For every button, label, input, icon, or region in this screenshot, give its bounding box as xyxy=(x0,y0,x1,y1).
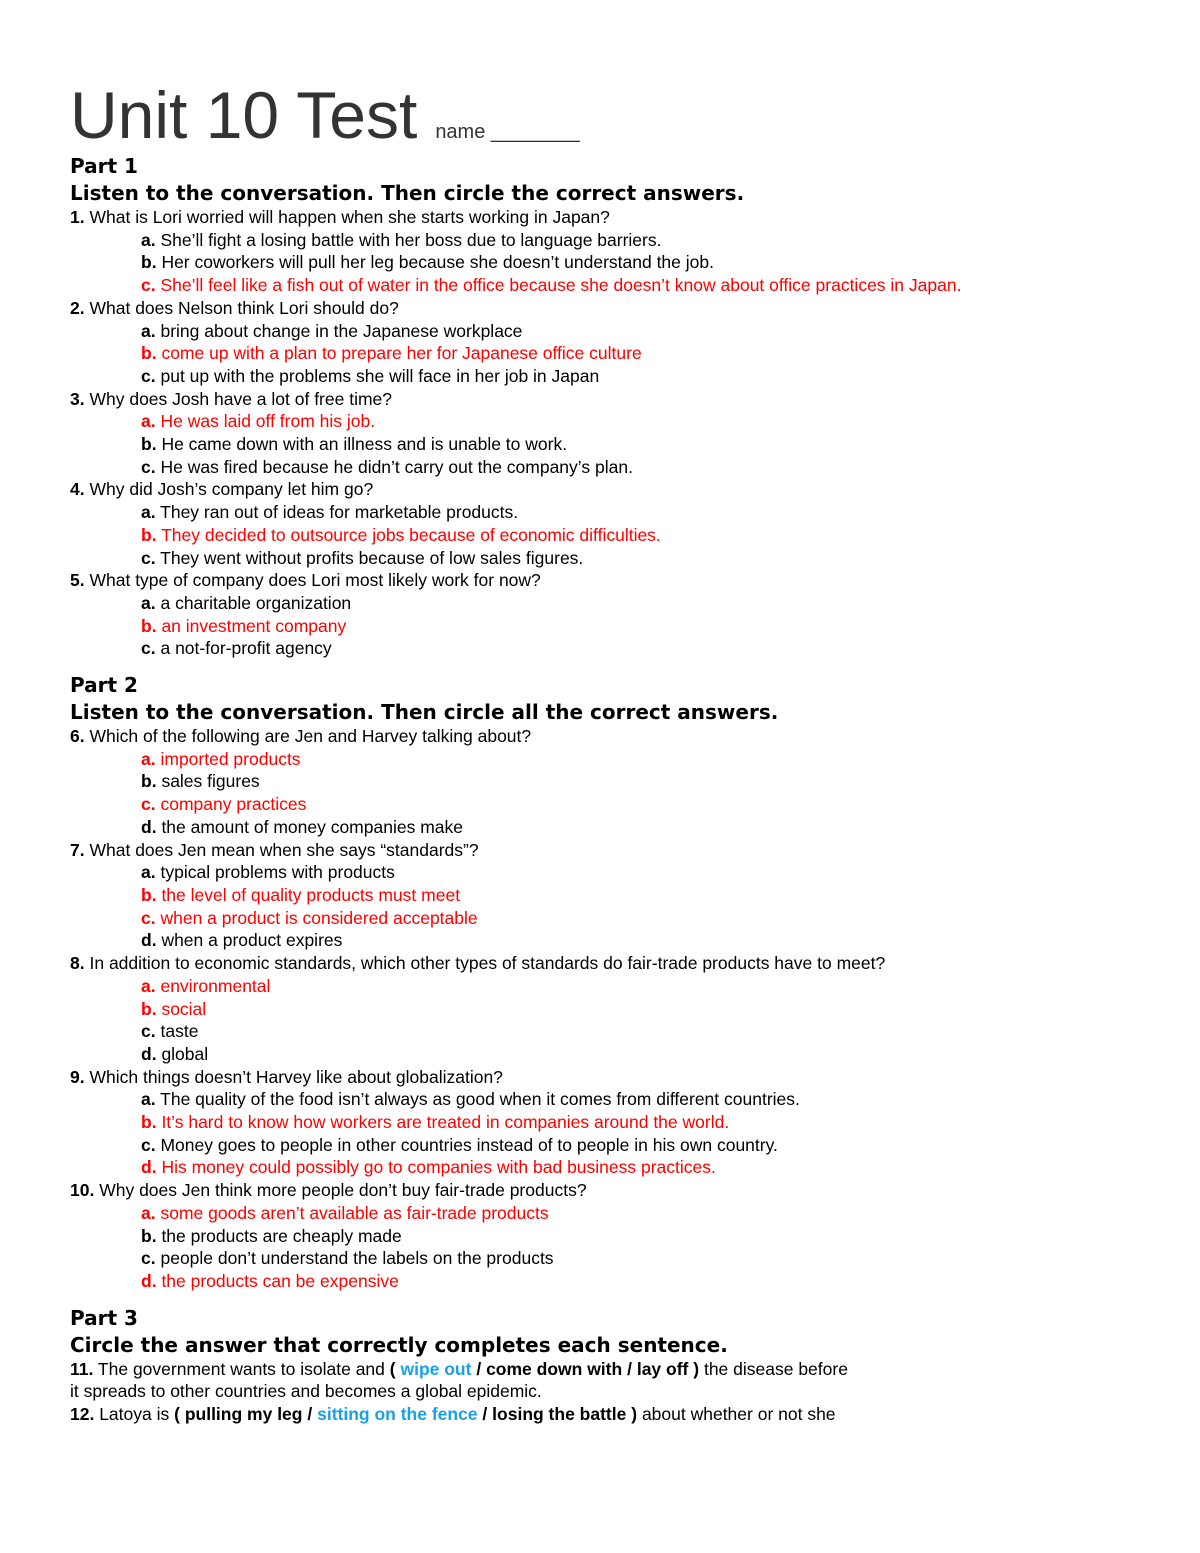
answer-option xyxy=(70,592,1140,615)
answer-option xyxy=(70,456,1140,479)
option-text: company practices xyxy=(160,794,307,815)
option-letter: c. xyxy=(141,547,156,568)
answer-option xyxy=(70,929,1140,952)
answer-option xyxy=(70,637,1140,660)
option-text: They decided to outsource jobs because of economic difficulties. xyxy=(161,524,661,545)
sentence xyxy=(70,1358,1140,1381)
option-text: when a product is considered acceptable xyxy=(160,907,478,928)
question-number: 2. xyxy=(70,297,85,318)
option-text: an investment company xyxy=(161,615,347,636)
option-letter: a. xyxy=(141,1089,156,1110)
name-field: name ________ xyxy=(435,121,580,143)
option-text: the products are cheaply made xyxy=(161,1225,402,1246)
question-text: Which of the following are Jen and Harvey talking about? xyxy=(89,726,532,747)
choice-option: pulling my leg xyxy=(184,1404,303,1425)
question-text: Why does Jen think more people don’t buy fair-trade products? xyxy=(99,1180,587,1201)
option-text: environmental xyxy=(160,975,271,996)
part-1 xyxy=(70,152,1140,660)
option-text: global xyxy=(161,1043,209,1064)
option-letter: b. xyxy=(141,524,157,545)
answer-option xyxy=(70,861,1140,884)
option-letter: a. xyxy=(141,975,156,996)
answer-option xyxy=(70,524,1140,547)
part-1-questions xyxy=(70,206,1140,660)
question-number: 7. xyxy=(70,839,85,860)
answer-option xyxy=(70,793,1140,816)
option-letter: c. xyxy=(141,275,156,296)
option-letter: c. xyxy=(141,1248,156,1269)
answer-option xyxy=(70,1111,1140,1134)
option-text: the amount of money companies make xyxy=(161,816,463,837)
option-text: They ran out of ideas for marketable products. xyxy=(160,502,519,523)
option-text: She’ll feel like a fish out of water in the office because she doesn’t know about office practices in Japan. xyxy=(160,275,962,296)
question-text: What does Nelson think Lori should do? xyxy=(89,297,399,318)
question-number: 5. xyxy=(70,570,85,591)
option-letter: a. xyxy=(141,592,156,613)
option-letter: c. xyxy=(141,365,156,386)
option-letter: a. xyxy=(141,320,156,341)
part-3-instructions: Circle the answer that correctly completes each sentence. xyxy=(70,1332,728,1357)
question-number: 3. xyxy=(70,388,85,409)
choice-option: wipe out xyxy=(400,1358,472,1379)
page-title: Unit 10 Test xyxy=(70,78,418,152)
answer-option xyxy=(70,365,1140,388)
answer-option xyxy=(70,748,1140,771)
question xyxy=(70,1179,1140,1202)
answer-option xyxy=(70,320,1140,343)
answer-option xyxy=(70,1202,1140,1225)
option-letter: b. xyxy=(141,1225,157,1246)
answer-option xyxy=(70,342,1140,365)
option-text: social xyxy=(161,998,207,1019)
option-letter: b. xyxy=(141,252,157,273)
question xyxy=(70,569,1140,592)
question xyxy=(70,206,1140,229)
option-letter: a. xyxy=(141,748,156,769)
option-text: Money goes to people in other countries instead of to people in his own country. xyxy=(160,1134,778,1155)
part-2 xyxy=(70,671,1140,1293)
sentence-number: 11. xyxy=(70,1358,94,1379)
question xyxy=(70,297,1140,320)
option-text: She’ll fight a losing battle with her boss due to language barriers. xyxy=(160,229,662,250)
question-text: In addition to economic standards, which other types of standards do fair-trade products have to meet? xyxy=(89,953,886,974)
option-letter: b. xyxy=(141,343,157,364)
answer-option xyxy=(70,1156,1140,1179)
option-letter: b. xyxy=(141,615,157,636)
question-number: 8. xyxy=(70,953,85,974)
question xyxy=(70,478,1140,501)
option-text: The quality of the food isn’t always as good when it comes from different countries. xyxy=(160,1089,800,1110)
option-letter: a. xyxy=(141,1202,156,1223)
sentence-continuation: it spreads to other countries and becomes a global epidemic. xyxy=(70,1381,542,1402)
sentence-text-before: The government wants to isolate and xyxy=(97,1358,385,1379)
answer-option xyxy=(70,1247,1140,1270)
choice-option: losing the battle xyxy=(492,1404,627,1425)
part-1-label: Part 1 xyxy=(70,154,138,178)
option-letter: b. xyxy=(141,1112,157,1133)
answer-option xyxy=(70,1020,1140,1043)
part-3 xyxy=(70,1304,1140,1426)
answer-option xyxy=(70,229,1140,252)
option-letter: b. xyxy=(141,771,157,792)
option-letter: a. xyxy=(141,502,156,523)
option-letter: b. xyxy=(141,884,157,905)
option-text: imported products xyxy=(160,748,301,769)
question-text: What is Lori worried will happen when she starts working in Japan? xyxy=(89,207,610,227)
answer-option xyxy=(70,433,1140,456)
choice-option: come down with xyxy=(486,1358,623,1379)
option-letter: a. xyxy=(141,229,156,250)
answer-option xyxy=(70,907,1140,930)
option-text: some goods aren’t available as fair-trade products xyxy=(160,1202,549,1223)
option-text: the products can be expensive xyxy=(161,1270,399,1291)
choice-separator: / xyxy=(482,1404,488,1425)
answer-option xyxy=(70,251,1140,274)
answer-option xyxy=(70,547,1140,570)
option-text: a not-for-profit agency xyxy=(160,638,332,659)
option-text: when a product expires xyxy=(161,930,343,951)
part-2-questions xyxy=(70,725,1140,1293)
answer-option xyxy=(70,1225,1140,1248)
option-letter: c. xyxy=(141,638,156,659)
choice-option: lay off xyxy=(636,1358,689,1379)
choice-separator: / xyxy=(627,1358,632,1379)
option-text: He was fired because he didn’t carry out the company’s plan. xyxy=(160,456,633,477)
option-letter: b. xyxy=(141,434,157,455)
option-text: the level of quality products must meet xyxy=(161,884,461,905)
option-text: bring about change in the Japanese workplace xyxy=(160,320,523,341)
question xyxy=(70,839,1140,862)
test-document xyxy=(70,78,1140,1426)
option-text: sales figures xyxy=(161,771,260,792)
answer-option xyxy=(70,615,1140,638)
sentence-text-after: about whether or not she xyxy=(641,1404,836,1425)
answer-option xyxy=(70,770,1140,793)
option-letter: b. xyxy=(141,998,157,1019)
question-number: 10. xyxy=(70,1180,95,1201)
option-letter: a. xyxy=(141,862,156,883)
choice-open-paren: ( xyxy=(389,1358,396,1379)
choice-close-paren: ) xyxy=(631,1404,638,1425)
option-letter: c. xyxy=(141,1021,156,1042)
answer-option xyxy=(70,274,1140,297)
option-letter: c. xyxy=(141,1134,156,1155)
answer-option xyxy=(70,1088,1140,1111)
part-3-sentences xyxy=(70,1358,1140,1426)
option-text: He was laid off from his job. xyxy=(160,411,376,432)
sentence xyxy=(70,1403,1140,1426)
option-text: put up with the problems she will face in her job in Japan xyxy=(160,365,600,386)
answer-option xyxy=(70,975,1140,998)
title-row xyxy=(70,78,1140,152)
part-1-instructions: Listen to the conversation. Then circle the correct answers. xyxy=(70,181,745,205)
option-letter: d. xyxy=(141,816,157,837)
option-text: His money could possibly go to companies with bad business practices. xyxy=(161,1157,716,1178)
option-letter: d. xyxy=(141,1157,157,1178)
question xyxy=(70,1066,1140,1089)
question-text: Which things doesn’t Harvey like about globalization? xyxy=(89,1066,503,1087)
question-number: 1. xyxy=(70,207,85,227)
option-text: come up with a plan to prepare her for Japanese office culture xyxy=(161,343,642,364)
answer-option xyxy=(70,1270,1140,1293)
question-text: Why did Josh’s company let him go? xyxy=(89,479,374,500)
question-number: 4. xyxy=(70,479,85,500)
question-text: What does Jen mean when she says “standards”? xyxy=(89,839,479,860)
part-2-instructions: Listen to the conversation. Then circle all the correct answers. xyxy=(70,700,779,725)
option-letter: d. xyxy=(141,1043,157,1064)
answer-option xyxy=(70,884,1140,907)
question-number: 9. xyxy=(70,1066,85,1087)
option-text: He came down with an illness and is unable to work. xyxy=(161,434,568,455)
sentence-text-after: the disease before xyxy=(703,1358,848,1379)
choice-separator: / xyxy=(307,1404,313,1425)
question-number: 6. xyxy=(70,726,85,747)
question xyxy=(70,388,1140,411)
option-letter: a. xyxy=(141,411,156,432)
option-letter: c. xyxy=(141,794,156,815)
answer-option xyxy=(70,410,1140,433)
choice-separator: / xyxy=(476,1358,482,1379)
part-3-label: Part 3 xyxy=(70,1305,138,1330)
question-text: Why does Josh have a lot of free time? xyxy=(89,388,393,409)
choice-option: sitting on the fence xyxy=(317,1404,478,1425)
option-text: They went without profits because of low sales figures. xyxy=(160,547,584,568)
answer-option xyxy=(70,1043,1140,1066)
choice-open-paren: ( xyxy=(174,1404,180,1425)
question-text: What type of company does Lori most likely work for now? xyxy=(89,570,541,591)
option-text: people don’t understand the labels on the products xyxy=(160,1248,554,1269)
sentence-text-before: Latoya is xyxy=(99,1404,170,1425)
choice-close-paren: ) xyxy=(693,1358,700,1379)
question xyxy=(70,952,1140,975)
option-text: a charitable organization xyxy=(160,592,352,613)
option-letter: d. xyxy=(141,930,157,951)
option-text: Her coworkers will pull her leg because she doesn’t understand the job. xyxy=(161,252,714,273)
option-text: typical problems with products xyxy=(160,862,395,883)
answer-option xyxy=(70,501,1140,524)
question xyxy=(70,725,1140,748)
part-2-label: Part 2 xyxy=(70,673,138,698)
sentence-number: 12. xyxy=(70,1404,95,1425)
option-text: taste xyxy=(160,1021,199,1042)
option-text: It’s hard to know how workers are treated in companies around the world. xyxy=(161,1112,730,1133)
answer-option xyxy=(70,1134,1140,1157)
option-letter: c. xyxy=(141,907,156,928)
answer-option xyxy=(70,998,1140,1021)
option-letter: c. xyxy=(141,456,156,477)
option-letter: d. xyxy=(141,1270,157,1291)
answer-option xyxy=(70,816,1140,839)
